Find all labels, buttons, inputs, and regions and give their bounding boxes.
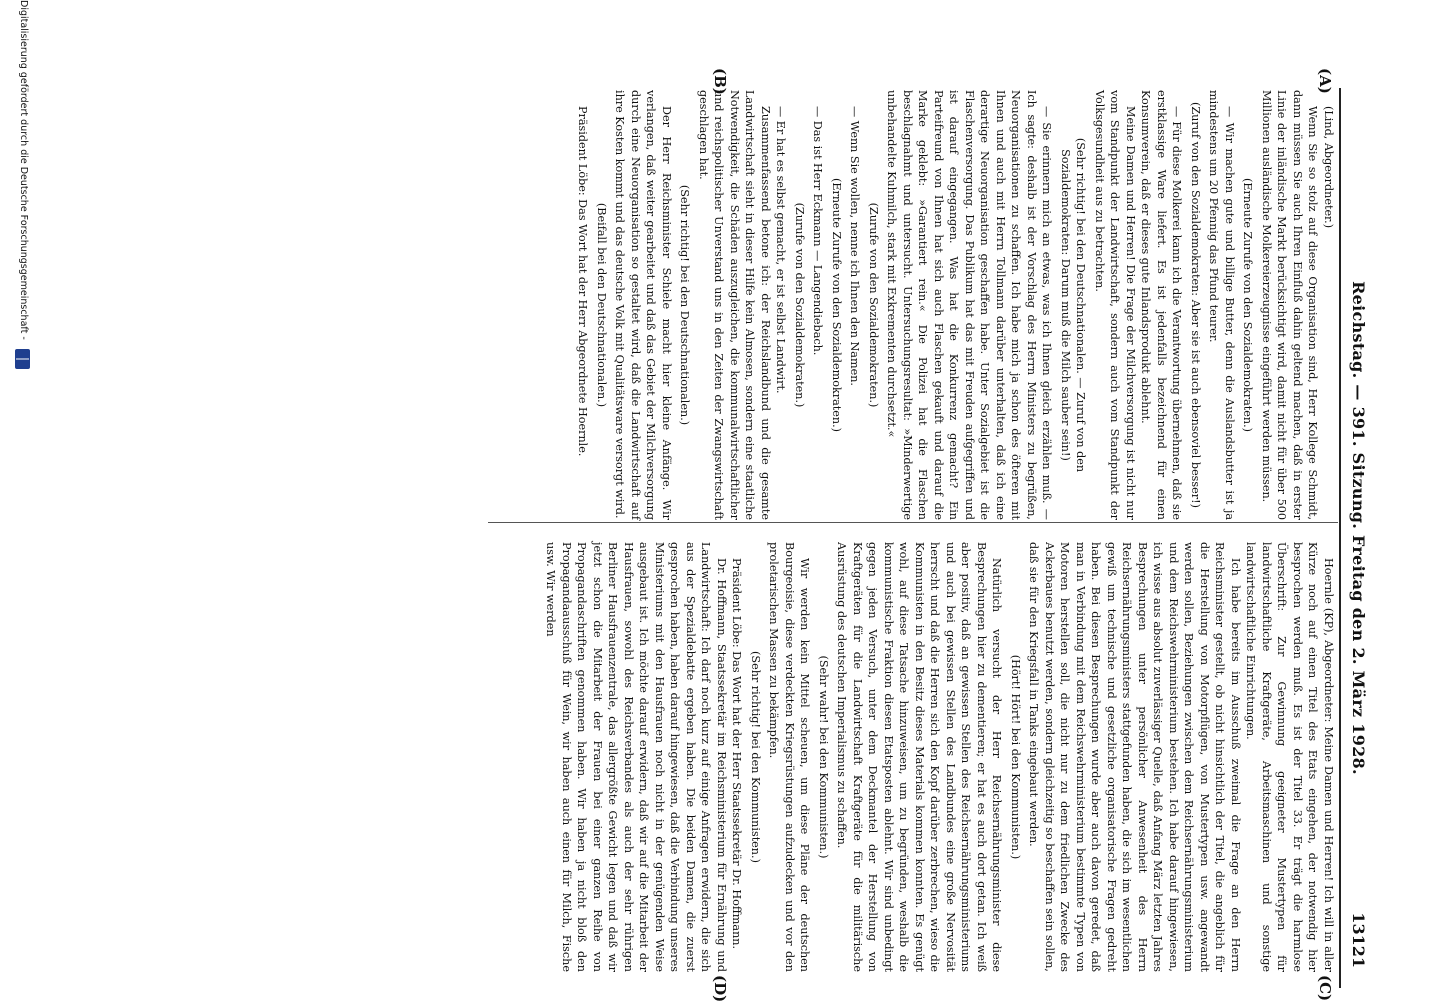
paragraph: Wenn Sie so stolz auf diese Organisation sind, Herr Kollege Schmidt, dann müssen Sie auch Ihren Einfluß dahin geltend machen, daß in erster Linie der inländische Markt berücksichtigt wird, damit nicht für über 500 Millionen ausländische Molkereierzeugnisse eingeführt werden müssen. [1260,90,1320,520]
interjection: (Zurufe von den Sozialdemokraten.) [793,202,806,408]
paragraph: — Das ist Herr Eckmann — Langendiebach. [811,106,825,356]
paragraph: — Er hat es selbst gemacht, er ist selbst Landwirt. [774,106,788,394]
paragraph: Präsident Löbe: Das Wort hat der Herr Staatssekretär Dr. Hoffmann. [730,558,744,950]
paragraph: — Wenn Sie wollen, nenne ich Ihnen den Namen. [848,106,862,386]
paragraph: (Lind, Abgeordneter.) [1322,106,1335,229]
margin-mark-b: (B) [711,68,729,95]
paragraph: Meine Damen und Herren! Die Frage der Milchversorgung ist nicht nur vom Standpunkt der Landwirtschaft, sondern auch vom Standpunkt der Volksgesundheit aus zu betrachten. [1093,90,1137,520]
paragraph: Dr. Hoffmann, Staatssekretär im Reichsministerium für Ernährung und Landwirtschaft: Ich darf noch kurz auf einige Anfragen erwidern, die sich aus der Spezialdebatte ergeben haben. Die beiden Damen, die zuerst gesprochen haben, haben darauf hingewiesen, daß die Verbindung unseres Ministeriums mit den Hausfrauen noch nicht in der genügenden Weise ausgebaut ist. Ich möchte darauf erwidern, daß wir auf die Mitarbeit der Hausfrauen, sowohl des Reichsverbandes als auch der sehr rührigen Berliner Hausfrauenzentrale, das allergrößte Gewicht legen und daß wir jetzt schon die Mitarbeit der Frauen bei einer ganzen Reihe von Propagandaschriften genommen haben. Wir haben ja nicht bloß den Propagandaausschuß für Wein, wir haben auch einen für Milch, Fische usw. Wir werden [544,542,728,972]
dfg-logo [16,349,31,369]
interjection: (Erneute Zurufe von den Sozialdemokraten.) [830,177,843,433]
paragraph: Wir werden kein Mittel scheuen, um diese Pläne der deutschen Bourgeoisie, diese verdeckten Kriegsrüstungen aufzudecken und vor den proletarischen Massen zu bekämpfen. [767,542,812,972]
paragraph: — Sie erinnern mich an etwas, was ich Ihnen gleich erzählen muß. — Ich sagte: deshalb ist der Vorschlag des Herrn Ministers zu begrüßen, Neuorganisationen zu schaffen. Ich habe mich ja schon des öfteren mit Ihnen und auch mit Herrn Tollmann darüber unterhalten, daß ich eine derartige Neuorganisation geschaffen habe. Unter Sozialgebiet ist die Flaschenversorgung. Das Publikum hat das mit Freuden aufgegriffen und ist darauf eingegangen. Was hat die Konkurrenz gemacht? Ein Parteifreund von Ihnen hat sich auch Flaschen gekauft und darauf die Marke geklebt: »Garantiert rein.« Die Polizei hat die Flaschen beschlagnahmt und untersucht. Untersuchungsresultat: »Minderwertige unbehandelte Kuhmilch, stark mit Exkrementen durchsetzt.« [885,90,1054,520]
paragraph: — Wir machen gute und billige Butter, denn die Auslandsbutter ist ja mindestens um 20 Pfennig das Pfund teurer. [1207,90,1236,520]
right-column [543,542,1336,972]
paragraph: Präsident Löbe: Das Wort hat der Herr Abgeordnete Hoernle. [576,106,590,457]
interjection: (Zuruf von den Sozialdemokraten: Aber sie ist auch ebensoviel besser!) [1189,101,1202,508]
left-column [575,90,1336,520]
header-title: Reichstag. — 391. Sitzung. Freitag den 2. März 1928. [1349,281,1368,775]
interjection: (Zurufe von den Sozialdemokraten.) [867,202,880,408]
header-rule [1339,88,1341,988]
page-number: 13121 [1349,912,1368,968]
funding-note-text: Digitalisierung gefördert durch die Deutsche Forschungsgemeinschaft - [18,0,29,340]
paragraph: Der Herr Reichsminister Schiele macht hier kleine Anfänge. Wir verlangen, daß weiter gearbeitet und daß das Gebiet der Milchversorgung durch eine Neuorganisation so gestaltet wird, daß die Landwirtschaft auf ihre Kosten kommt und das deutsche Volk mit Qualitätsware versorgt wird. [613,90,673,520]
page-header [1348,88,1368,968]
paragraph: Zusammenfassend betone ich: der Reichslandbund und die gesamte Landwirtschaft sieht in dieser Hilfe kein Almosen, sondern eine staatliche Notwendigkeit, die Schäden auszugleichen, die kommunalwirtschaftlicher und reichspolitischer Unverstand uns in den Zeiten der Zwangswirtschaft geschlagen hat. [697,90,772,520]
column-divider [488,522,1338,523]
funding-note [12,0,34,1000]
interjection: (Erneute Zurufe von den Sozialdemokraten.) [1241,177,1255,433]
interjection: (Sehr richtig! bei den Kommunisten.) [749,651,762,863]
interjection: (Sehr richtig! bei den Deutschnationalen. — Zuruf von den Sozialdemokraten: Darum muß die Milch sauber sein!) [1059,137,1088,473]
interjection: (Hört! Hört! bei den Kommunisten.) [1009,654,1022,860]
margin-mark-c: (C) [1316,975,1334,1002]
paragraph: Natürlich versucht der Herr Reichsernährungsminister diese Besprechungen hier zu dementieren; er hat es auch dort getan. Ich weiß aber positiv, daß an gewissen Stellen des Reichsernährungsministeriums und auch bei gewissen Stellen des Landbundes eine große Nervosität herrscht und daß die Herren sich den Kopf darüber zerbrechen, wieso die Kommunisten in den Besitz dieses Materials kommen konnten. Es genügt wohl, auf diese Tatsache hinzuweisen, um zu begründen, weshalb die kommunistische Fraktion diesen Etatsposten ablehnt. Wir sind unbedingt gegen jeden Versuch, unter dem Deckmantel der Herstellung von Kraftgeräten für die Landwirtschaft Kraftgeräte für die militärische Ausrüstung des deutschen Imperialismus zu schaffen. [835,542,1004,972]
paragraph: — Für diese Molkerei kann ich die Verantwortung übernehmen, daß sie erstklassige Ware liefert. Es ist jedenfalls bezeichnend für einen Konsumverein, daß er dieses gute Inlandsprodukt ablehnt. [1139,90,1184,520]
interjection: (Beifall bei den Deutschnationalen.) [595,202,608,408]
paragraph: Hoernle (KP), Abgeordneter: Meine Damen und Herren! Ich will in aller Kürze noch auf einen Titel des Etats eingehen, der notwendig hier besprochen werden muß. Es ist der Titel 33. Er trägt die harmlose Überschrift: Zur Gewinnung geeigneter Mustertypen für landwirtschaftliche Kraftgeräte, Arbeitsmaschinen und sonstige landwirtschaftliche Einrichtungen. [1244,542,1335,972]
margin-mark-d: (D) [711,975,729,1002]
margin-mark-a: (A) [1316,68,1334,94]
interjection: (Sehr wahr! bei den Kommunisten.) [817,655,830,859]
paragraph: Ich habe bereits im Ausschuß zweimal die Frage an den Herrn Reichsminister gestellt, ob nicht hinsichtlich der Titel, die angeblich für die Herstellung von Motorpflügen, von Mustertypen usw. angewandt werden sollen, Beziehungen zwischen dem Reichsernährungsministerium und dem Reichswehrministerium bestehen. Ich habe darauf hingewiesen, ich wisse aus absolut zuverlässiger Quelle, daß Anfang März letzten Jahres Besprechungen unter persönlicher Anwesenheit des Herrn Reichsernährungsministers stattgefunden haben, die sich im wesentlichen gewiß um technische und gesetzliche organisatorische Fragen gedreht haben. Bei diesen Besprechungen wurde aber auch davon geredet, daß man in Verbindung mit dem Reichswehrministerium bestimmte Typen von Motoren herstellen soll, die nicht nur zu dem friedlichen Zwecke des Ackerbaues benutzt werden, sondern gleichzeitig so beschaffen sein sollen, daß sie für den Kriegsfall in Tanks eingebaut werden. [1027,542,1242,972]
interjection: (Sehr richtig! bei den Deutschnationalen.) [678,184,692,426]
